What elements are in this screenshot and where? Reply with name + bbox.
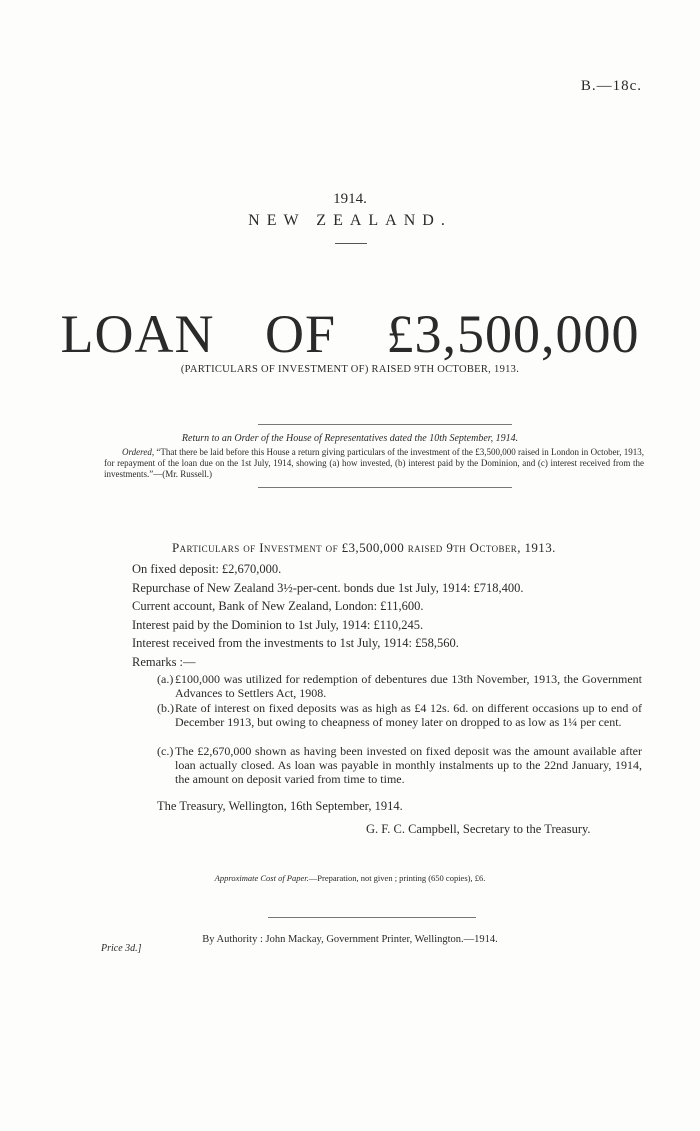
cost-label: Approximate Cost of Paper. [214, 873, 309, 883]
document-year: 1914. [333, 191, 367, 207]
remark-label: (a.) [157, 672, 174, 686]
document-reference: B.—18c. [580, 78, 642, 94]
list-item: On fixed deposit: £2,670,000. [132, 562, 282, 576]
remarks-heading: Remarks :— [132, 655, 196, 669]
remark-text: The £2,670,000 shown as having been invested on fixed deposit was the amount available after loan actually closed. As loan was payable in monthly instalments up to the 22nd January, 1914, the amount on deposit varied from time to time. [175, 744, 642, 786]
order-text [104, 447, 644, 480]
list-item: Interest paid by the Dominion to 1st July, 1914: £110,245. [132, 617, 424, 632]
printer-imprint: By Authority : John Mackay, Government Printer, Wellington.—1914. [202, 934, 498, 945]
remark-text: Rate of interest on fixed deposits was as high as £4 12s. 6d. on different occasions up to end of December 1913, but owing to cheapness of money later on dropped to as low as 1¼ per cent. [175, 701, 642, 729]
particulars-list [132, 560, 524, 653]
divider [258, 424, 512, 425]
order-label: Ordered, [122, 447, 155, 457]
remark-text: £100,000 was utilized for redemption of debentures due 13th November, 1913, the Government Advances to Settlers Act, 1908. [175, 672, 642, 700]
particulars-heading: Particulars of Investment of £3,500,000 raised 9th October, 1913. [172, 540, 556, 555]
remark-item [157, 744, 642, 786]
page-title: LOAN OF £3,500,000 [60, 304, 640, 364]
remark-item [157, 672, 642, 700]
page-subtitle: (PARTICULARS OF INVESTMENT OF) RAISED 9TH OCTOBER, 1913. [180, 364, 520, 375]
cost-text: —Preparation, not given ; printing (650 copies), £6. [308, 873, 486, 883]
price-note: Price 3d.] [101, 943, 142, 954]
cost-note [0, 873, 700, 883]
country-heading: NEW ZEALAND. [248, 212, 452, 229]
signature-place-date: The Treasury, Wellington, 16th September, 1914. [157, 799, 403, 813]
order-caption: Return to an Order of the House of Representatives dated the 10th September, 1914. [181, 433, 519, 444]
divider [335, 243, 367, 244]
list-item: Interest received from the investments to 1st July, 1914: £58,560. [132, 636, 459, 650]
remark-label: (b.) [157, 701, 174, 715]
divider [268, 917, 476, 918]
list-item: Current account, Bank of New Zealand, London: £11,600. [132, 599, 424, 613]
order-body: “That there be laid before this House a return giving particulars of the investment of the £3,500,000 raised in London in October, 1913, for repayment of the loan due on the 1st July, 1914, showing (a) how invested, (b) interest paid by the Dominion, and (c) interest received from the investments.”—(Mr. Russell.) [104, 447, 644, 479]
divider [258, 487, 512, 488]
list-item: Repurchase of New Zealand 3½-per-cent. bonds due 1st July, 1914: £718,400. [132, 580, 524, 595]
remark-item [157, 701, 642, 729]
signatory: G. F. C. Campbell, Secretary to the Treasury. [366, 822, 591, 836]
remark-label: (c.) [157, 744, 174, 758]
